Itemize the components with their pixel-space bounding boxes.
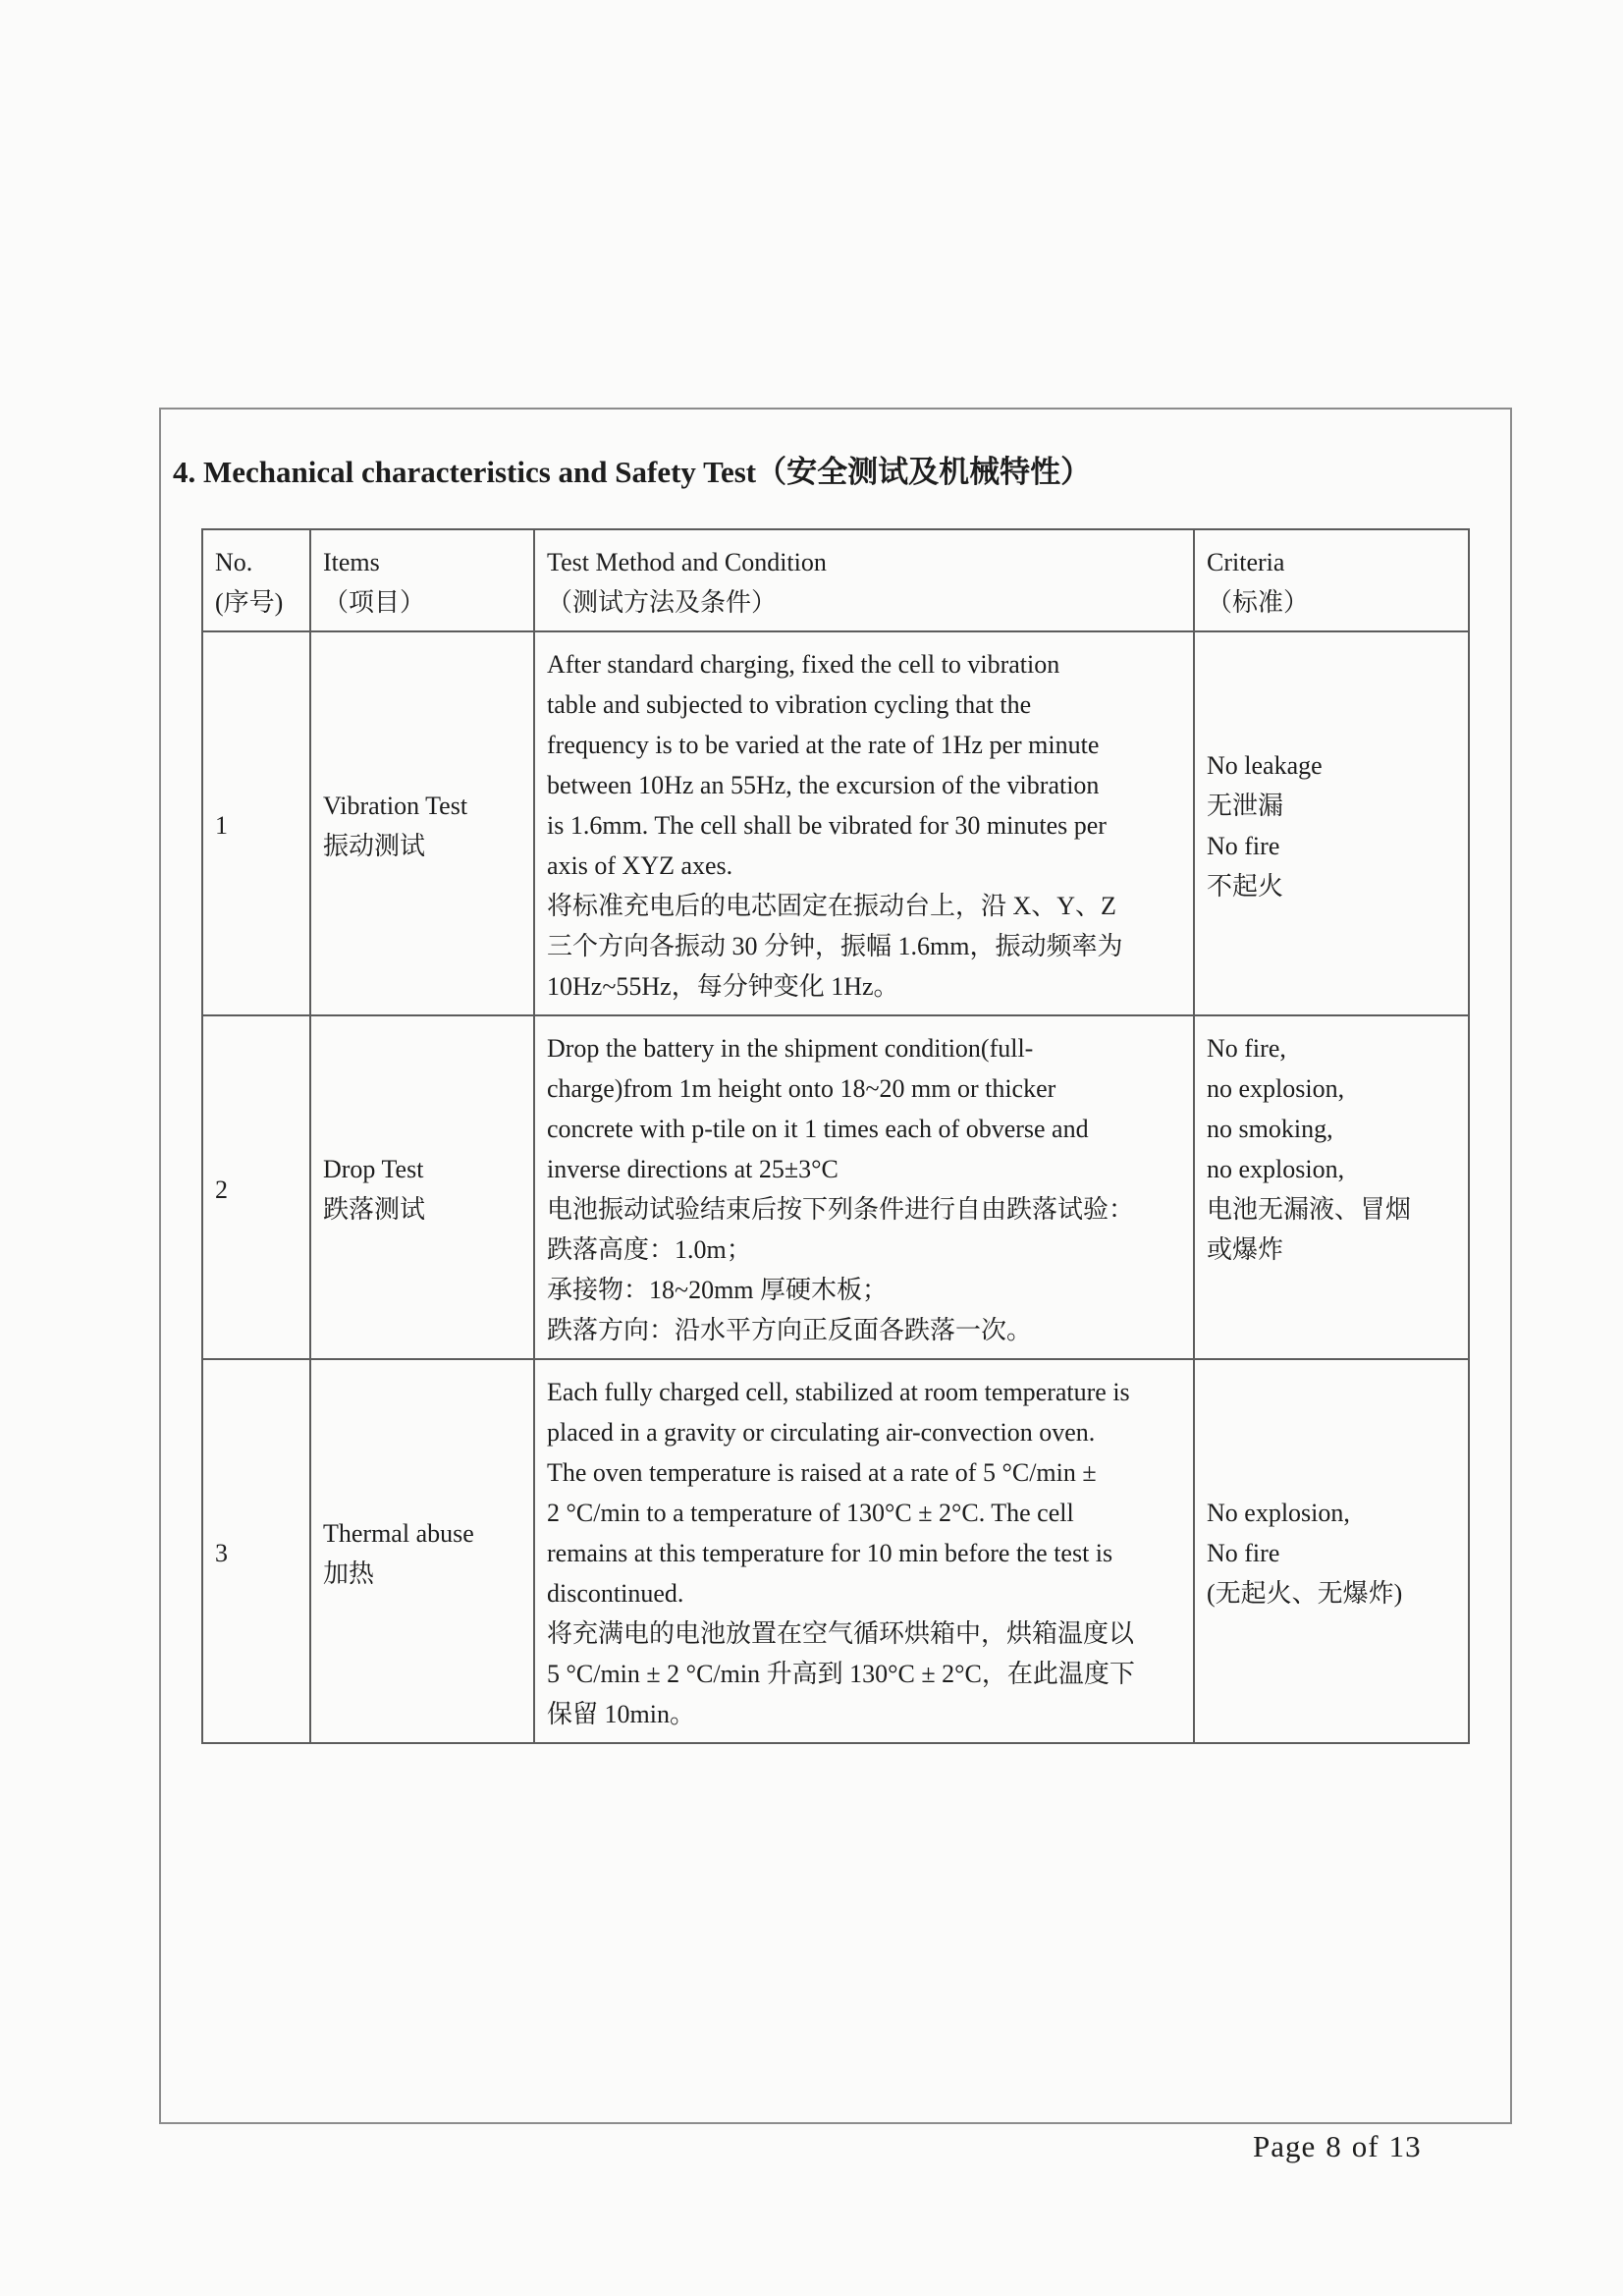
row-method: Each fully charged cell, stabilized at room temperature is placed in a gravity or circulating air-convection oven. The oven temperature is raised at a rate of 5 °C/min ± 2 °C/min to a temperature of 130°C ± 2°C. The cell remains at this temperature for 10 min before the test is discontinued. 将充满电的电池放置在空气循环烘箱中，烘箱温度以 5 °C/min ± 2 °C/min 升高到 130°C ± 2°C，在此温度下 保留 10min。 bbox=[534, 1359, 1194, 1743]
page-current: 8 bbox=[1325, 2129, 1342, 2163]
safety-test-table bbox=[201, 528, 1470, 1744]
header-no: No. (序号) bbox=[202, 529, 310, 631]
row-method: After standard charging, fixed the cell to vibration table and subjected to vibration cycling that the frequency is to be varied at the rate of 1Hz per minute between 10Hz an 55Hz, the excursion of the vibration is 1.6mm. The cell shall be vibrated for 30 minutes per axis of XYZ axes. 将标准充电后的电芯固定在振动台上，沿 X、Y、Z 三个方向各振动 30 分钟，振幅 1.6mm，振动频率为 10Hz~55Hz，每分钟变化 1Hz。 bbox=[534, 631, 1194, 1015]
table-row bbox=[202, 1359, 1469, 1743]
header-items: Items （项目） bbox=[310, 529, 534, 631]
page-label: Page bbox=[1253, 2129, 1317, 2163]
row-criteria: No leakage 无泄漏 No fire 不起火 bbox=[1194, 631, 1469, 1015]
row-criteria: No explosion, No fire (无起火、无爆炸) bbox=[1194, 1359, 1469, 1743]
table-row bbox=[202, 1015, 1469, 1359]
header-criteria: Criteria （标准） bbox=[1194, 529, 1469, 631]
table-header-row bbox=[202, 529, 1469, 631]
header-method: Test Method and Condition （测试方法及条件） bbox=[534, 529, 1194, 631]
row-method: Drop the battery in the shipment condition(full- charge)from 1m height onto 18~20 mm or thicker concrete with p-tile on it 1 times each of obverse and inverse directions at 25±3°C 电池振动试验结束后按下列条件进行自由跌落试验： 跌落高度：1.0m； 承接物：18~20mm 厚硬木板； 跌落方向：沿水平方向正反面各跌落一次。 bbox=[534, 1015, 1194, 1359]
section-title: 4. Mechanical characteristics and Safety Test（安全测试及机械特性） bbox=[173, 455, 1092, 489]
row-item: Thermal abuse 加热 bbox=[310, 1359, 534, 1743]
row-no: 1 bbox=[202, 631, 310, 1015]
page-of: of bbox=[1351, 2129, 1380, 2163]
page-total: 13 bbox=[1388, 2129, 1422, 2163]
page-number bbox=[1253, 2129, 1432, 2164]
row-item: Drop Test 跌落测试 bbox=[310, 1015, 534, 1359]
row-no: 3 bbox=[202, 1359, 310, 1743]
row-criteria: No fire, no explosion, no smoking, no explosion, 电池无漏液、冒烟 或爆炸 bbox=[1194, 1015, 1469, 1359]
row-item: Vibration Test 振动测试 bbox=[310, 631, 534, 1015]
table-row bbox=[202, 631, 1469, 1015]
row-no: 2 bbox=[202, 1015, 310, 1359]
